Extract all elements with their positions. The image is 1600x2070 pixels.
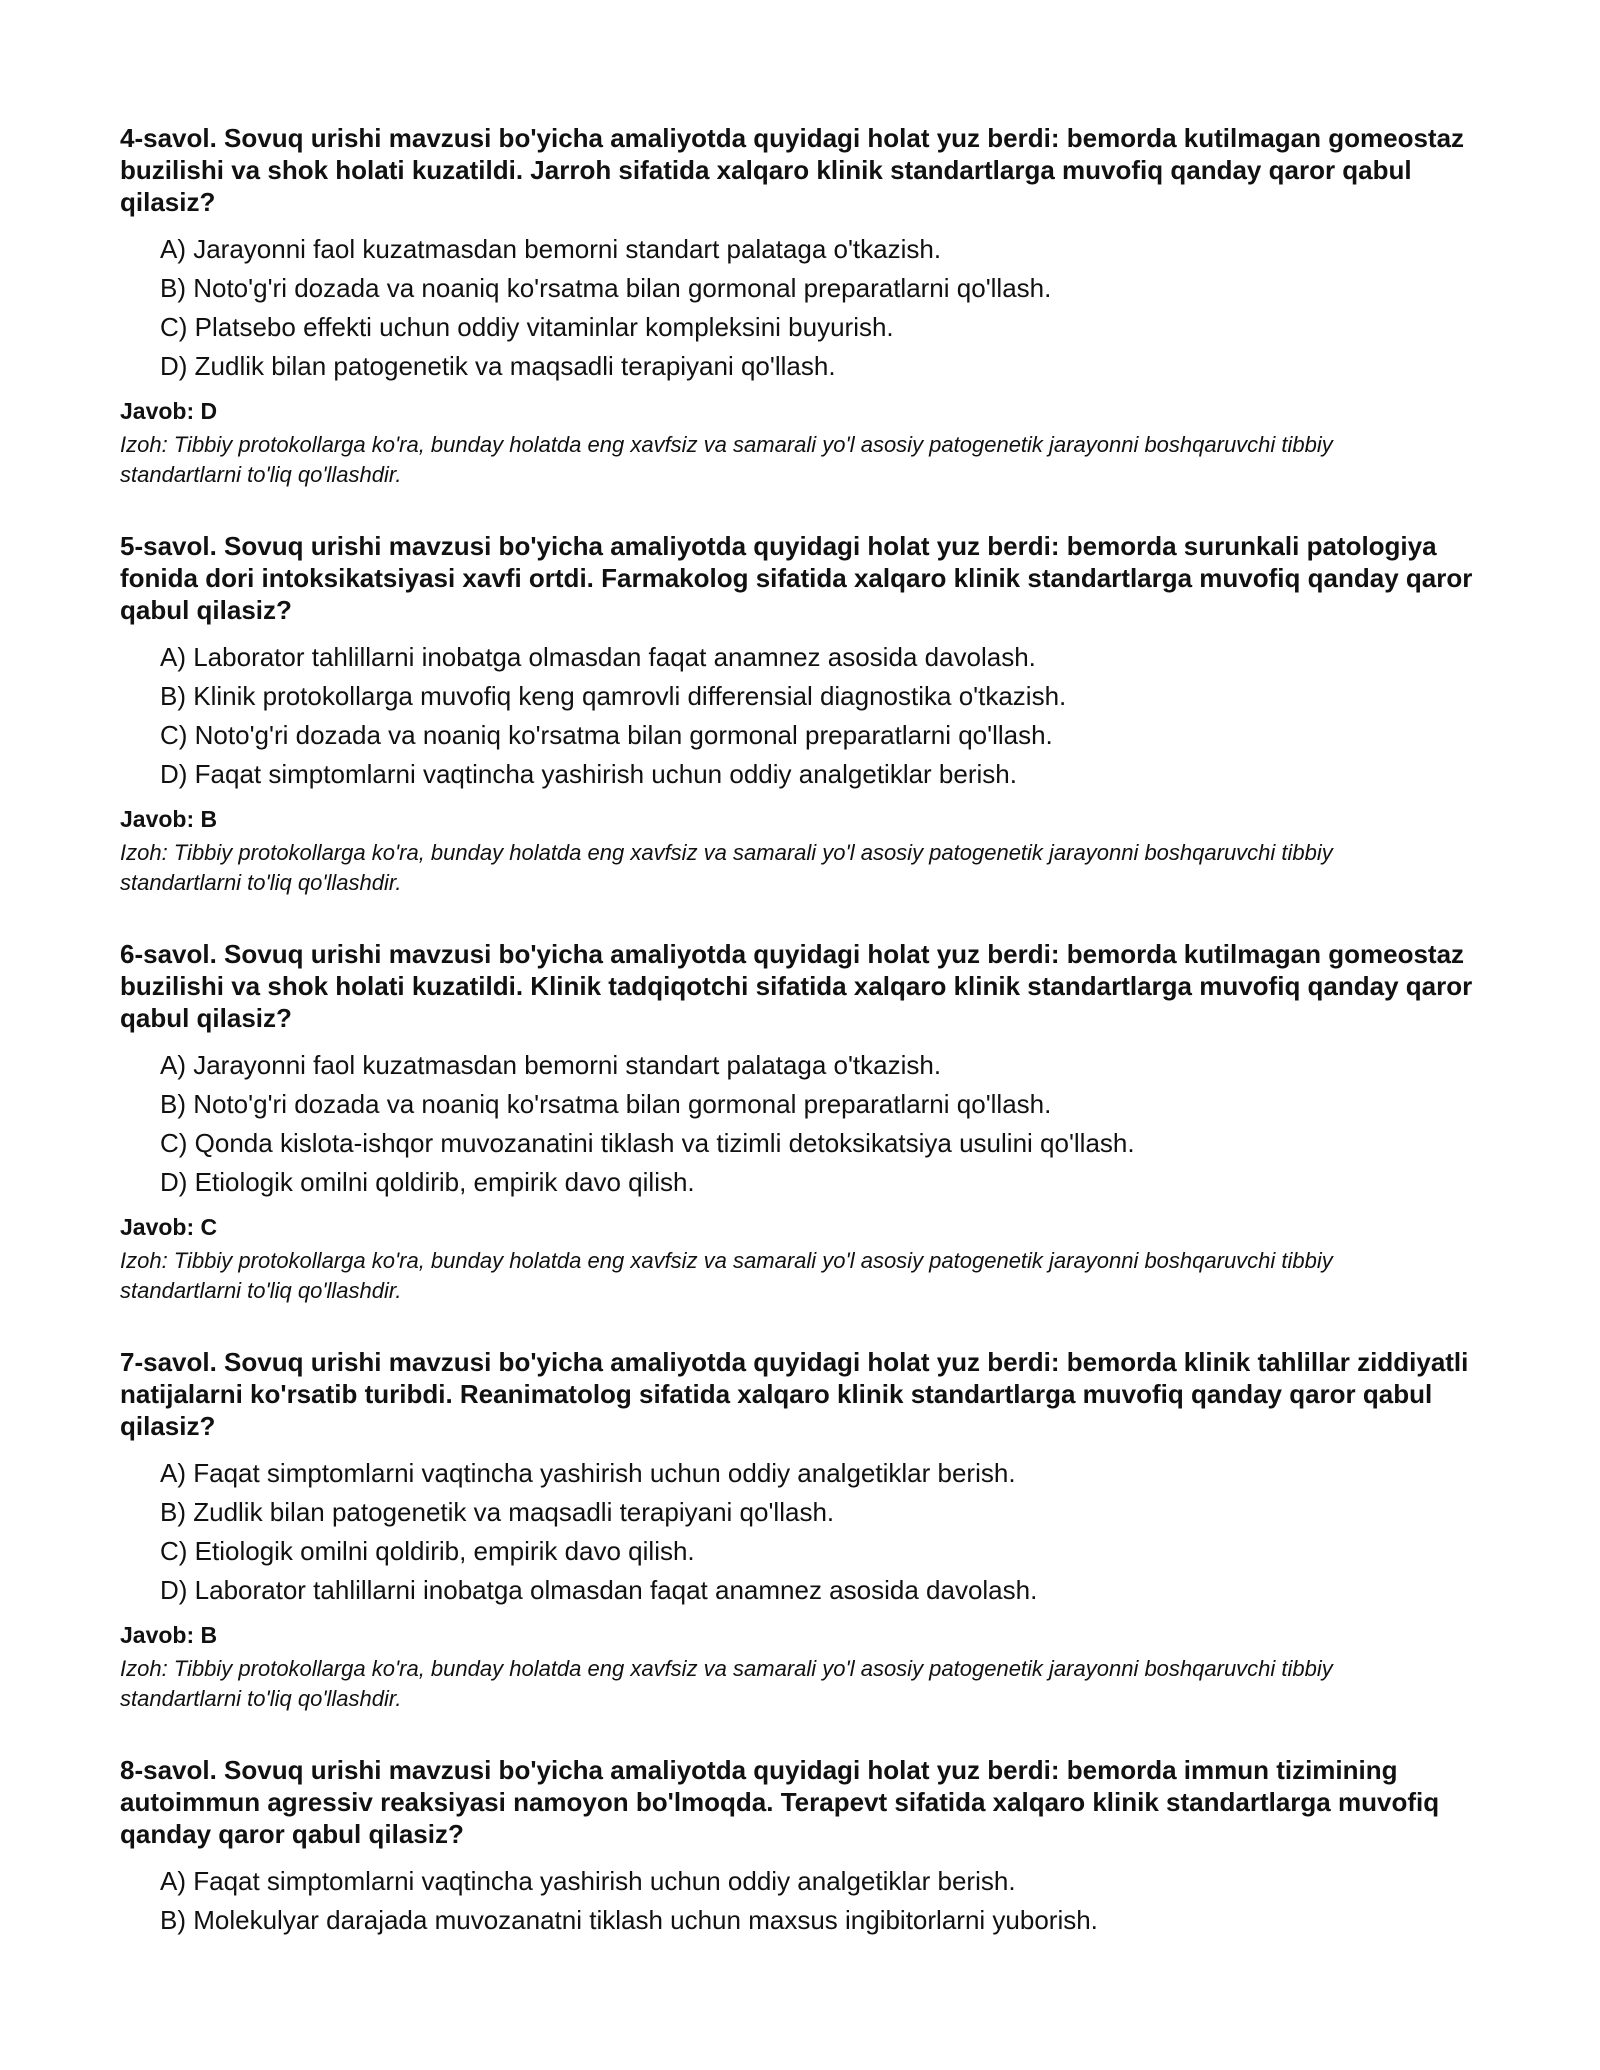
- option-a: A) Laborator tahlillarni inobatga olmasdan faqat anamnez asosida davolash.: [160, 642, 1036, 672]
- question-title: 5-savol. Sovuq urishi mavzusi bo'yicha amaliyotda quyidagi holat yuz berdi: bemorda surunkali patologiya fonida dori intoksikatsiyasi xavfi ortdi. Farmakolog sifatida xalqaro klinik standartlarga muvofiq qanday qaror qabul qilasiz?: [120, 531, 1473, 625]
- option-b: B) Noto'g'ri dozada va noaniq ko'rsatma bilan gormonal preparatlarni qo'llash.: [160, 1089, 1052, 1119]
- question-title: 7-savol. Sovuq urishi mavzusi bo'yicha amaliyotda quyidagi holat yuz berdi: bemorda klinik tahlillar ziddiyatli natijalarni ko'rsatib turibdi. Reanimatolog sifatida xalqaro klinik standartlarga muvofiq qanday qaror qabul qilasiz?: [120, 1347, 1469, 1441]
- option-d: D) Zudlik bilan patogenetik va maqsadli terapiyani qo'llash.: [160, 351, 836, 381]
- explanation-text: Izoh: Tibbiy protokollarga ko'ra, bunday holatda eng xavfsiz va samarali yo'l asosiy patogenetik jarayonni boshqaruvchi tibbiy standartlarni to'liq qo'llashdir.: [120, 1656, 1333, 1711]
- option-a: A) Jarayonni faol kuzatmasdan bemorni standart palataga o'tkazish.: [160, 1050, 942, 1080]
- answer-label: Javob: B: [120, 1622, 218, 1648]
- option-c: C) Qonda kislota-ishqor muvozanatini tiklash va tizimli detoksikatsiya usulini qo'llash.: [160, 1128, 1135, 1158]
- explanation-text: Izoh: Tibbiy protokollarga ko'ra, bunday holatda eng xavfsiz va samarali yo'l asosiy patogenetik jarayonni boshqaruvchi tibbiy standartlarni to'liq qo'llashdir.: [120, 840, 1333, 895]
- option-b: B) Zudlik bilan patogenetik va maqsadli terapiyani qo'llash.: [160, 1497, 835, 1527]
- explanation-text: Izoh: Tibbiy protokollarga ko'ra, bunday holatda eng xavfsiz va samarali yo'l asosiy patogenetik jarayonni boshqaruvchi tibbiy standartlarni to'liq qo'llashdir.: [120, 432, 1333, 487]
- question-block-5: [120, 530, 1500, 898]
- question-block-7: [120, 1346, 1500, 1714]
- option-a: A) Faqat simptomlarni vaqtincha yashirish uchun oddiy analgetiklar berish.: [160, 1458, 1016, 1488]
- option-c: C) Etiologik omilni qoldirib, empirik davo qilish.: [160, 1536, 695, 1566]
- options-list: [160, 1862, 1500, 1940]
- option-c: C) Noto'g'ri dozada va noaniq ko'rsatma bilan gormonal preparatlarni qo'llash.: [160, 720, 1053, 750]
- question-title: 8-savol. Sovuq urishi mavzusi bo'yicha amaliyotda quyidagi holat yuz berdi: bemorda immun tizimining autoimmun agressiv reaksiyasi namoyon bo'lmoqda. Terapevt sifatida xalqaro klinik standartlarga muvofiq qanday qaror qabul qilasiz?: [120, 1755, 1440, 1849]
- option-c: C) Platsebo effekti uchun oddiy vitaminlar kompleksini buyurish.: [160, 312, 894, 342]
- question-block-6: [120, 938, 1500, 1306]
- option-d: D) Faqat simptomlarni vaqtincha yashirish uchun oddiy analgetiklar berish.: [160, 759, 1017, 789]
- option-b: B) Molekulyar darajada muvozanatni tiklash uchun maxsus ingibitorlarni yuborish.: [160, 1905, 1098, 1935]
- answer-label: Javob: D: [120, 398, 218, 424]
- option-b: B) Klinik protokollarga muvofiq keng qamrovli differensial diagnostika o'tkazish.: [160, 681, 1067, 711]
- question-title: 4-savol. Sovuq urishi mavzusi bo'yicha amaliyotda quyidagi holat yuz berdi: bemorda kutilmagan gomeostaz buzilishi va shok holati kuzatildi. Jarroh sifatida xalqaro klinik standartlarga muvofiq qanday qaror qabul qilasiz?: [120, 123, 1465, 217]
- options-list: [160, 638, 1500, 794]
- answer-label: Javob: C: [120, 1214, 218, 1240]
- question-block-8: [120, 1754, 1500, 1940]
- explanation-text: Izoh: Tibbiy protokollarga ko'ra, bunday holatda eng xavfsiz va samarali yo'l asosiy patogenetik jarayonni boshqaruvchi tibbiy standartlarni to'liq qo'llashdir.: [120, 1248, 1333, 1303]
- question-block-4: [120, 122, 1500, 490]
- options-list: [160, 1454, 1500, 1610]
- option-b: B) Noto'g'ri dozada va noaniq ko'rsatma bilan gormonal preparatlarni qo'llash.: [160, 273, 1052, 303]
- question-title: 6-savol. Sovuq urishi mavzusi bo'yicha amaliyotda quyidagi holat yuz berdi: bemorda kutilmagan gomeostaz buzilishi va shok holati kuzatildi. Klinik tadqiqotchi sifatida xalqaro klinik standartlarga muvofiq qanday qaror qabul qilasiz?: [120, 939, 1473, 1033]
- options-list: [160, 1046, 1500, 1202]
- answer-label: Javob: B: [120, 806, 218, 832]
- option-d: D) Etiologik omilni qoldirib, empirik davo qilish.: [160, 1167, 695, 1197]
- option-a: A) Faqat simptomlarni vaqtincha yashirish uchun oddiy analgetiklar berish.: [160, 1866, 1016, 1896]
- option-a: A) Jarayonni faol kuzatmasdan bemorni standart palataga o'tkazish.: [160, 234, 942, 264]
- options-list: [160, 230, 1500, 386]
- option-d: D) Laborator tahlillarni inobatga olmasdan faqat anamnez asosida davolash.: [160, 1575, 1038, 1605]
